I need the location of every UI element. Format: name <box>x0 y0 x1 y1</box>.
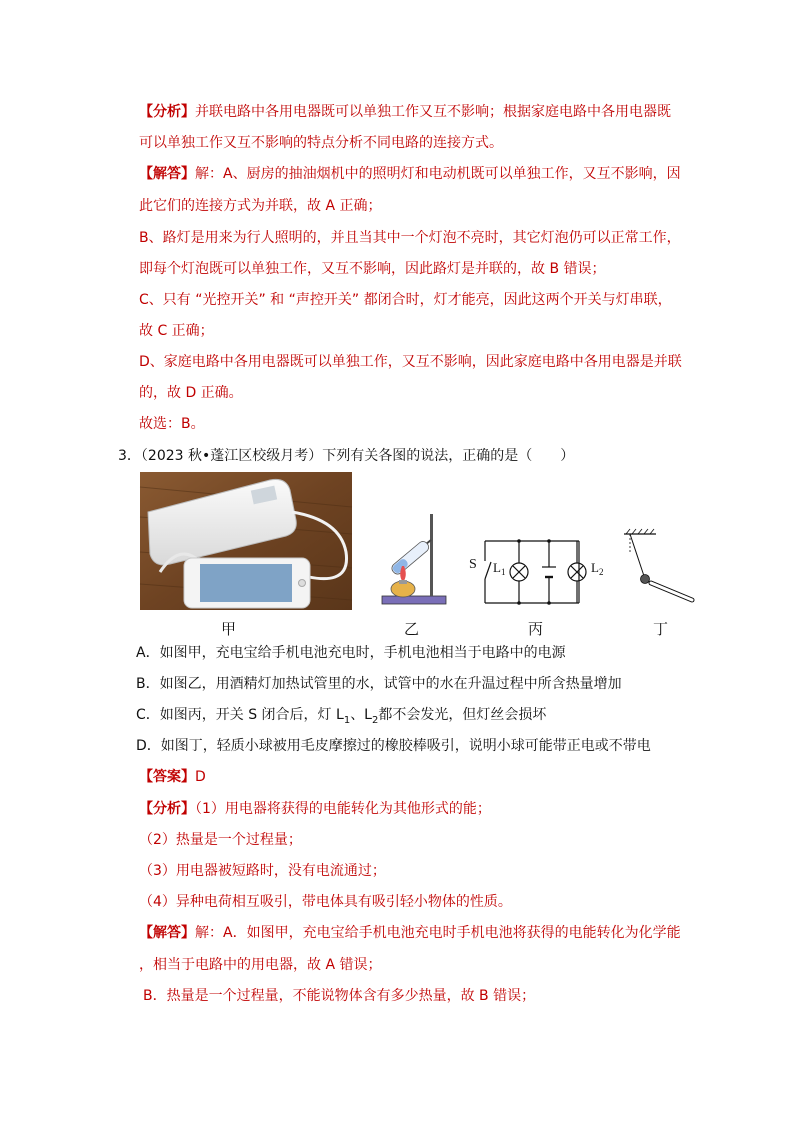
figure-yi-diagram <box>378 510 458 610</box>
phone-image <box>184 558 310 608</box>
question-stem-text: （2023 秋•蓬江区校级月考）下列有关各图的说法，正确的是（ ） <box>140 448 575 464</box>
answer-tag: 【答案】 <box>139 769 195 785</box>
switch-label: S <box>469 557 477 572</box>
analysis-tag: 【分析】 <box>139 104 195 120</box>
solution-c-line-2: 故 C 正确； <box>139 323 214 339</box>
answer-line <box>139 767 206 787</box>
solution-line-2: 此它们的连接方式为并联，故 A 正确； <box>139 198 382 214</box>
analysis-line-2: 可以单独工作又互不影响的特点分析不同电路的连接方式。 <box>139 135 503 151</box>
option-d: D．如图丁，轻质小球被用毛皮摩擦过的橡胶棒吸引，说明小球可能带正电或不带电 <box>136 738 651 754</box>
choice-line: 故选：B。 <box>139 416 205 432</box>
analysis2-line-4: （4）异种电荷相互吸引，带电体具有吸引轻小物体的性质。 <box>139 894 512 910</box>
option-a: A．如图甲，充电宝给手机电池充电时，手机电池相当于电路中的电源 <box>136 645 566 661</box>
question-number: 3． <box>118 448 141 464</box>
solution2-tag: 【解答】 <box>139 925 195 941</box>
answer-value: D <box>195 769 206 785</box>
solution-d-line-2: 的，故 D 正确。 <box>139 385 243 401</box>
analysis-text-1: 并联电路中各用电器既可以单独工作又互不影响；根据家庭电路中各用电器既 <box>195 104 671 120</box>
solution2-line-1: 【解答】解：A．如图甲，充电宝给手机电池充电时手机电池将获得的电能转化为化学能 <box>139 925 681 941</box>
caption-yi: 乙 <box>404 620 420 638</box>
caption-jia: 甲 <box>221 620 237 638</box>
analysis2-line-2: （2）热量是一个过程量； <box>139 832 302 848</box>
solution-tag: 【解答】 <box>139 166 195 182</box>
solution-b-line-2: 即每个灯泡既可以单独工作，又互不影响，因此路灯是并联的，故 B 错误； <box>139 261 606 277</box>
figure-jia-photo <box>140 472 352 610</box>
option-b: B．如图乙，用酒精灯加热试管里的水，试管中的水在升温过程中所含热量增加 <box>136 676 622 692</box>
question-3-stem <box>118 446 574 466</box>
analysis2-tag: 【分析】 <box>139 801 195 817</box>
solution2-line-3: B．热量是一个过程量，不能说物体含有多少热量，故 B 错误； <box>143 988 536 1004</box>
caption-bing: 丙 <box>528 620 544 638</box>
lamp2-label: $L_2$ <box>591 560 604 577</box>
option-c: C．如图丙，开关 S 闭合后，灯 $L_1$、$L_2$都不会发光，但灯丝会损坏 <box>136 707 547 726</box>
figure-ding-diagram <box>618 528 700 608</box>
lamp1-label: $L_1$ <box>493 560 506 577</box>
caption-ding: 丁 <box>653 620 669 638</box>
solution-d-line-1: D、家庭电路中各用电器既可以单独工作，又互不影响，因此家庭电路中各用电器是并联 <box>139 354 682 370</box>
solution-b-line-1: B、路灯是用来为行人照明的，并且当其中一个灯泡不亮时，其它灯泡仍可以正常工作， <box>139 230 681 246</box>
analysis-line-1 <box>139 102 671 122</box>
figure-bing-circuit <box>465 535 604 609</box>
solution-line-1 <box>139 164 681 184</box>
solution-text-1: 解：A、厨房的抽油烟机中的照明灯和电动机既可以单独工作，又互不影响，因 <box>195 166 681 182</box>
analysis2-line-1: 【分析】（1）用电器将获得的电能转化为其他形式的能； <box>139 801 491 817</box>
solution2-line-2: ，相当于电路中的用电器，故 A 错误； <box>139 957 382 973</box>
analysis2-line-3: （3）用电器被短路时，没有电流通过； <box>139 863 386 879</box>
solution-c-line-1: C、只有 “光控开关” 和 “声控开关” 都闭合时，灯才能亮，因此这两个开关与灯串联， <box>139 292 672 308</box>
